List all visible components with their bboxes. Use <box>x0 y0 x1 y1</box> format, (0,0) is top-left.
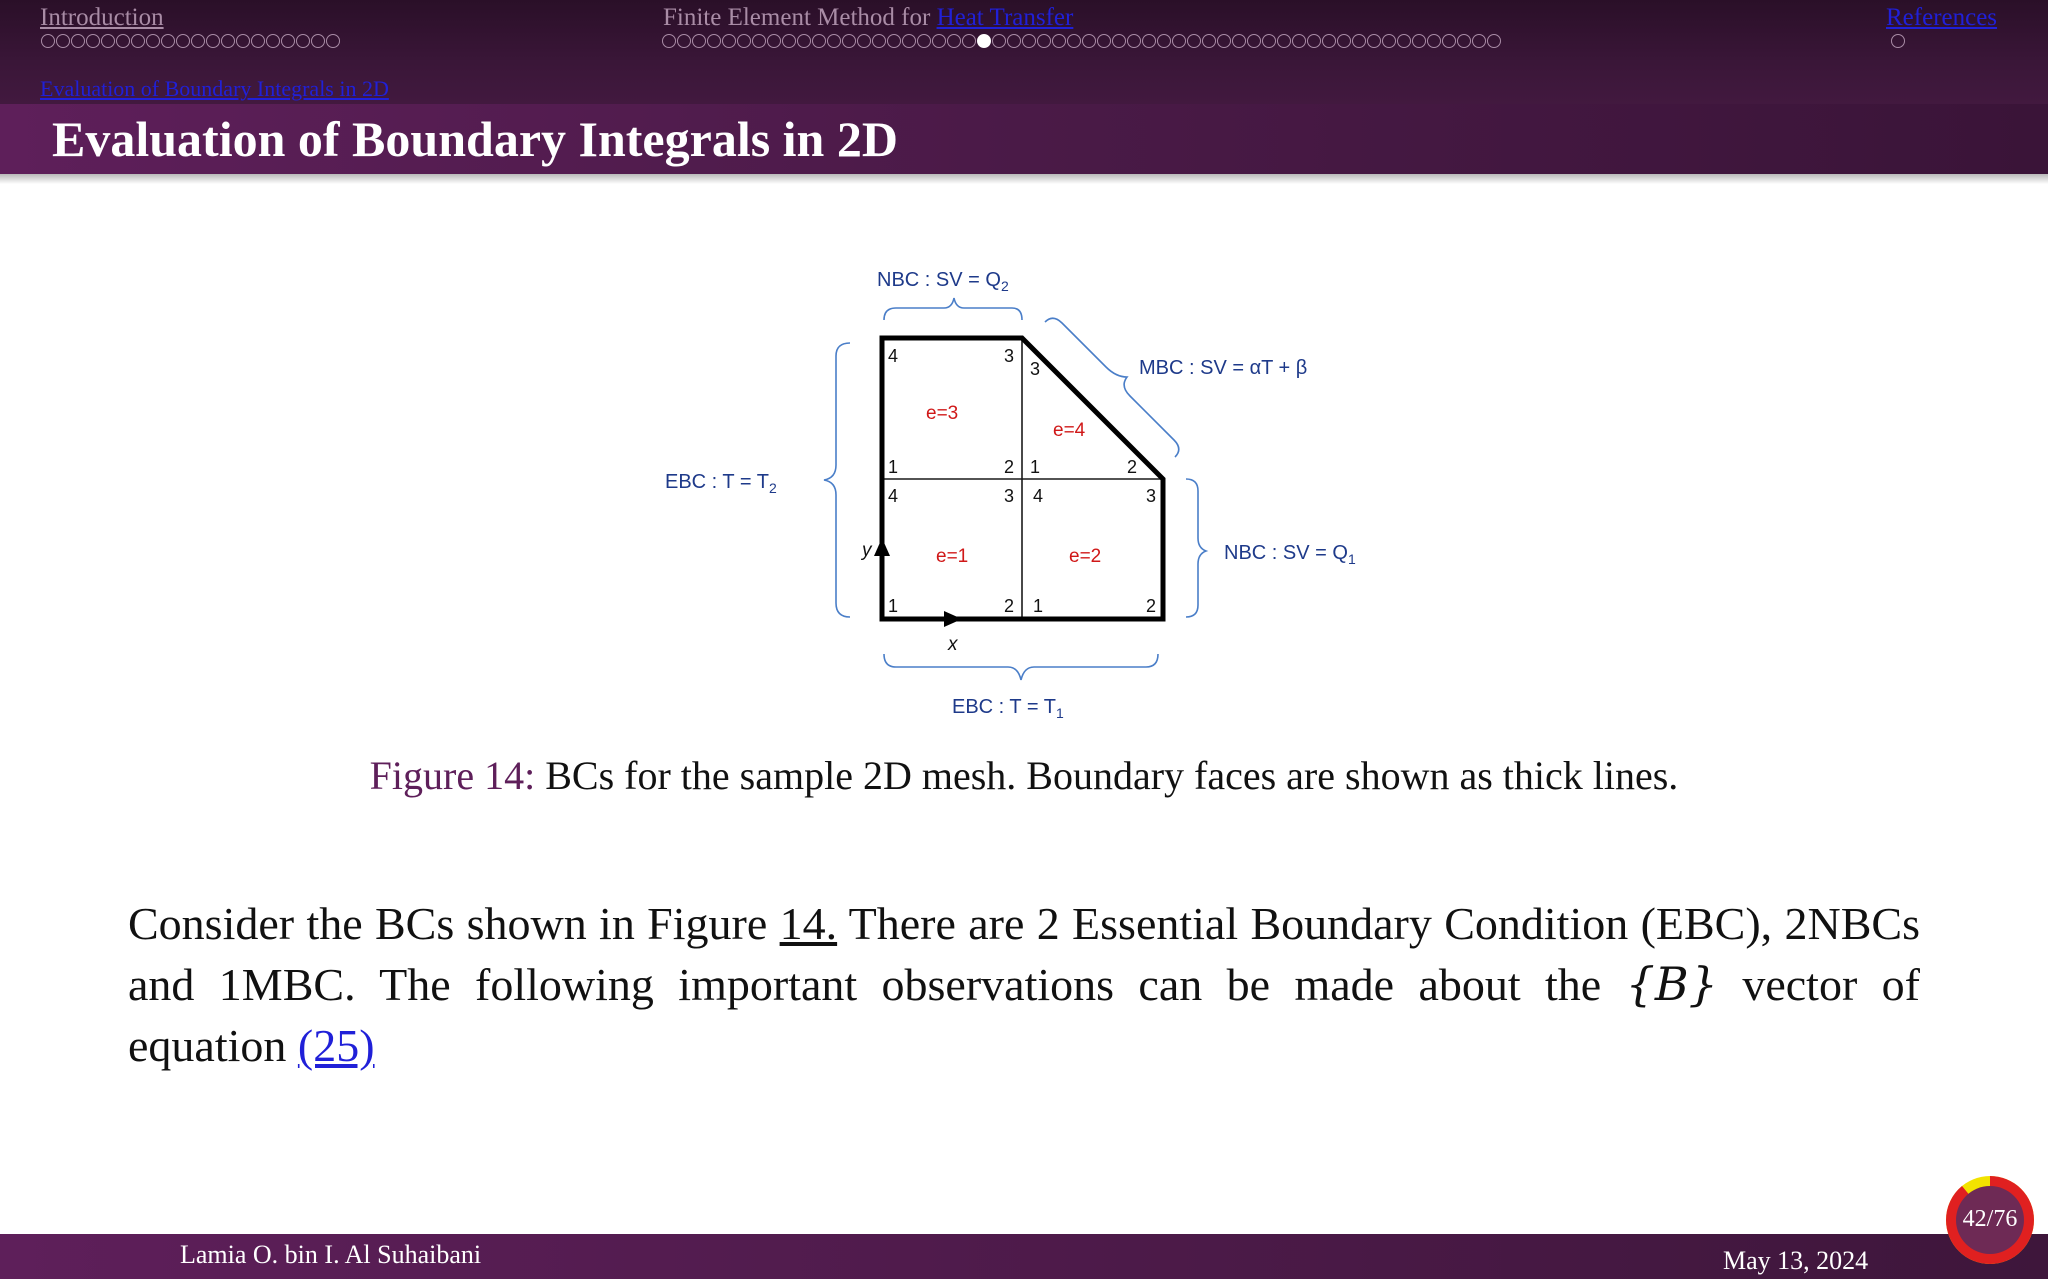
nav-link-heat-transfer[interactable]: Heat Transfer <box>936 4 1074 31</box>
nav-dot[interactable] <box>677 34 691 48</box>
vector-symbol: {B} <box>1625 957 1718 1011</box>
nav-dot[interactable] <box>887 34 901 48</box>
nav-dot[interactable] <box>977 34 991 48</box>
nav-dot[interactable] <box>1187 34 1201 48</box>
nav-dot[interactable] <box>722 34 736 48</box>
nav-dot[interactable] <box>1082 34 1096 48</box>
footer-date: May 13, 2024 <box>1723 1246 1869 1275</box>
nav-dot[interactable] <box>1007 34 1021 48</box>
nav-dot[interactable] <box>1277 34 1291 48</box>
nav-dot[interactable] <box>827 34 841 48</box>
figure-caption <box>0 752 2048 799</box>
nav-dot[interactable] <box>872 34 886 48</box>
nav-dot[interactable] <box>782 34 796 48</box>
nav-section-references[interactable]: References <box>1886 4 1998 31</box>
nav-dot[interactable] <box>737 34 751 48</box>
nav-dot[interactable] <box>131 34 145 48</box>
nav-dot[interactable] <box>86 34 100 48</box>
nav-dot[interactable] <box>1172 34 1186 48</box>
nav-dot[interactable] <box>917 34 931 48</box>
nav-section-fem[interactable]: Finite Element Method for Heat Transfer <box>663 4 1074 31</box>
nav-dot[interactable] <box>1397 34 1411 48</box>
equation-reference-link[interactable]: (25) <box>297 1020 375 1071</box>
node-e2-2: 2 <box>1146 596 1157 616</box>
figure-reference-link[interactable]: 14. <box>779 898 838 949</box>
nav-dot[interactable] <box>1427 34 1441 48</box>
nav-dot[interactable] <box>1247 34 1261 48</box>
nav-dot[interactable] <box>41 34 55 48</box>
nav-dot[interactable] <box>191 34 205 48</box>
nav-dot[interactable] <box>1472 34 1486 48</box>
nav-dot[interactable] <box>266 34 280 48</box>
nav-dot[interactable] <box>812 34 826 48</box>
nav-section-introduction[interactable]: Introduction <box>40 4 164 31</box>
brace-top <box>884 298 1022 320</box>
bc-label-nbc-right: NBC : SV = $Q_1$ <box>1224 542 1356 567</box>
figure-caption-text: BCs for the sample 2D mesh. Boundary faces are shown as thick lines. <box>535 753 1679 798</box>
node-e3-2: 2 <box>1004 457 1015 477</box>
nav-dot[interactable] <box>662 34 676 48</box>
nav-dot[interactable] <box>992 34 1006 48</box>
brace-right <box>1186 479 1206 617</box>
nav-dot[interactable] <box>71 34 85 48</box>
nav-subsection-link[interactable]: Evaluation of Boundary Integrals in 2D <box>40 76 389 101</box>
frame-title-bar <box>0 104 2048 174</box>
nav-dot[interactable] <box>161 34 175 48</box>
nav-dot[interactable] <box>1232 34 1246 48</box>
x-axis-arrow <box>944 611 962 627</box>
figure-caption-label: Figure 14: <box>369 753 536 798</box>
nav-dot[interactable] <box>1382 34 1396 48</box>
nav-dot[interactable] <box>1891 34 1905 48</box>
nav-dot[interactable] <box>1352 34 1366 48</box>
node-e4-1: 1 <box>1030 457 1041 477</box>
nav-dot[interactable] <box>707 34 721 48</box>
nav-dot[interactable] <box>752 34 766 48</box>
element-label-2: e=2 <box>1069 546 1102 567</box>
nav-dots-references[interactable] <box>1891 34 1905 48</box>
nav-dot[interactable] <box>692 34 706 48</box>
element-label-4: e=4 <box>1053 420 1086 441</box>
nav-dot[interactable] <box>1262 34 1276 48</box>
nav-dot[interactable] <box>1067 34 1081 48</box>
nav-dot[interactable] <box>1052 34 1066 48</box>
nav-dot[interactable] <box>1097 34 1111 48</box>
node-e4-2: 2 <box>1127 457 1138 477</box>
footer-author: Lamia O. bin I. Al Suhaibani <box>180 1240 482 1269</box>
node-e1-3: 3 <box>1004 486 1015 506</box>
nav-dot[interactable] <box>326 34 340 48</box>
nav-dot[interactable] <box>296 34 310 48</box>
footer-bar <box>0 1234 2048 1279</box>
element-label-1: e=1 <box>936 546 969 567</box>
nav-dot[interactable] <box>1217 34 1231 48</box>
page-number: 42/76 <box>1962 1206 2018 1232</box>
nav-dot[interactable] <box>1322 34 1336 48</box>
nav-dot[interactable] <box>176 34 190 48</box>
nav-dot[interactable] <box>1112 34 1126 48</box>
nav-dot[interactable] <box>101 34 115 48</box>
nav-dot[interactable] <box>1487 34 1501 48</box>
nav-dot[interactable] <box>767 34 781 48</box>
bc-label-mbc: MBC : SV = αT + β <box>1139 357 1308 379</box>
nav-dot[interactable] <box>1292 34 1306 48</box>
nav-dot[interactable] <box>1202 34 1216 48</box>
node-e3-4: 4 <box>888 346 899 366</box>
brace-left <box>824 343 850 617</box>
y-axis-arrow <box>874 538 890 556</box>
node-e2-4: 4 <box>1033 486 1044 506</box>
bc-label-ebc-bottom: EBC : $T = T_1$ <box>952 696 1064 721</box>
nav-dot[interactable] <box>1142 34 1156 48</box>
frame-title: Evaluation of Boundary Integrals in 2D <box>52 111 898 167</box>
nav-dot[interactable] <box>1337 34 1351 48</box>
bc-label-nbc-top: NBC : SV = $Q_2$ <box>877 269 1009 294</box>
nav-dot[interactable] <box>1442 34 1456 48</box>
nav-dot[interactable] <box>902 34 916 48</box>
node-e4-3: 3 <box>1030 359 1041 379</box>
nav-dot[interactable] <box>1037 34 1051 48</box>
node-e1-2: 2 <box>1004 596 1015 616</box>
nav-dot[interactable] <box>116 34 130 48</box>
node-e2-1: 1 <box>1033 596 1044 616</box>
nav-dot[interactable] <box>311 34 325 48</box>
bc-label-ebc-left: EBC : $T = T_2$ <box>665 471 777 496</box>
nav-dot[interactable] <box>962 34 976 48</box>
navigation-bar <box>0 0 2048 104</box>
brace-bottom <box>884 654 1158 680</box>
axis-y-label: y <box>862 540 872 561</box>
nav-dot[interactable] <box>56 34 70 48</box>
nav-dot[interactable] <box>797 34 811 48</box>
nav-dot[interactable] <box>1022 34 1036 48</box>
nav-dot[interactable] <box>221 34 235 48</box>
node-e3-1: 1 <box>888 457 899 477</box>
nav-dot[interactable] <box>947 34 961 48</box>
nav-dot[interactable] <box>1457 34 1471 48</box>
page-number-badge <box>1940 1170 2040 1270</box>
mesh-diagram <box>650 255 1400 730</box>
nav-dot[interactable] <box>281 34 295 48</box>
nav-dot[interactable] <box>932 34 946 48</box>
node-e1-1: 1 <box>888 596 899 616</box>
nav-dot[interactable] <box>146 34 160 48</box>
nav-dot[interactable] <box>1412 34 1426 48</box>
nav-dot[interactable] <box>251 34 265 48</box>
nav-dot[interactable] <box>206 34 220 48</box>
nav-dots-fem[interactable] <box>662 34 1501 48</box>
nav-dots-introduction[interactable] <box>41 34 340 48</box>
nav-dot[interactable] <box>1307 34 1321 48</box>
nav-dot[interactable] <box>857 34 871 48</box>
element-label-3: e=3 <box>926 403 959 424</box>
axis-x-label: x <box>948 634 958 655</box>
node-e2-3: 3 <box>1146 486 1157 506</box>
node-e1-4: 4 <box>888 486 899 506</box>
mesh-figure <box>650 255 1400 730</box>
body-paragraph: Consider the BCs shown in Figure 14. There are 2 Essential Boundary Condition (EBC), 2NBCs and 1MBC. The following important observations can be made about the {B} vector of equation (25) <box>128 898 1921 1071</box>
nav-dot[interactable] <box>1157 34 1171 48</box>
node-e3-3: 3 <box>1004 346 1015 366</box>
title-shadow <box>0 174 2048 184</box>
nav-dot[interactable] <box>842 34 856 48</box>
nav-dot[interactable] <box>236 34 250 48</box>
nav-dot[interactable] <box>1367 34 1381 48</box>
nav-dot[interactable] <box>1127 34 1141 48</box>
